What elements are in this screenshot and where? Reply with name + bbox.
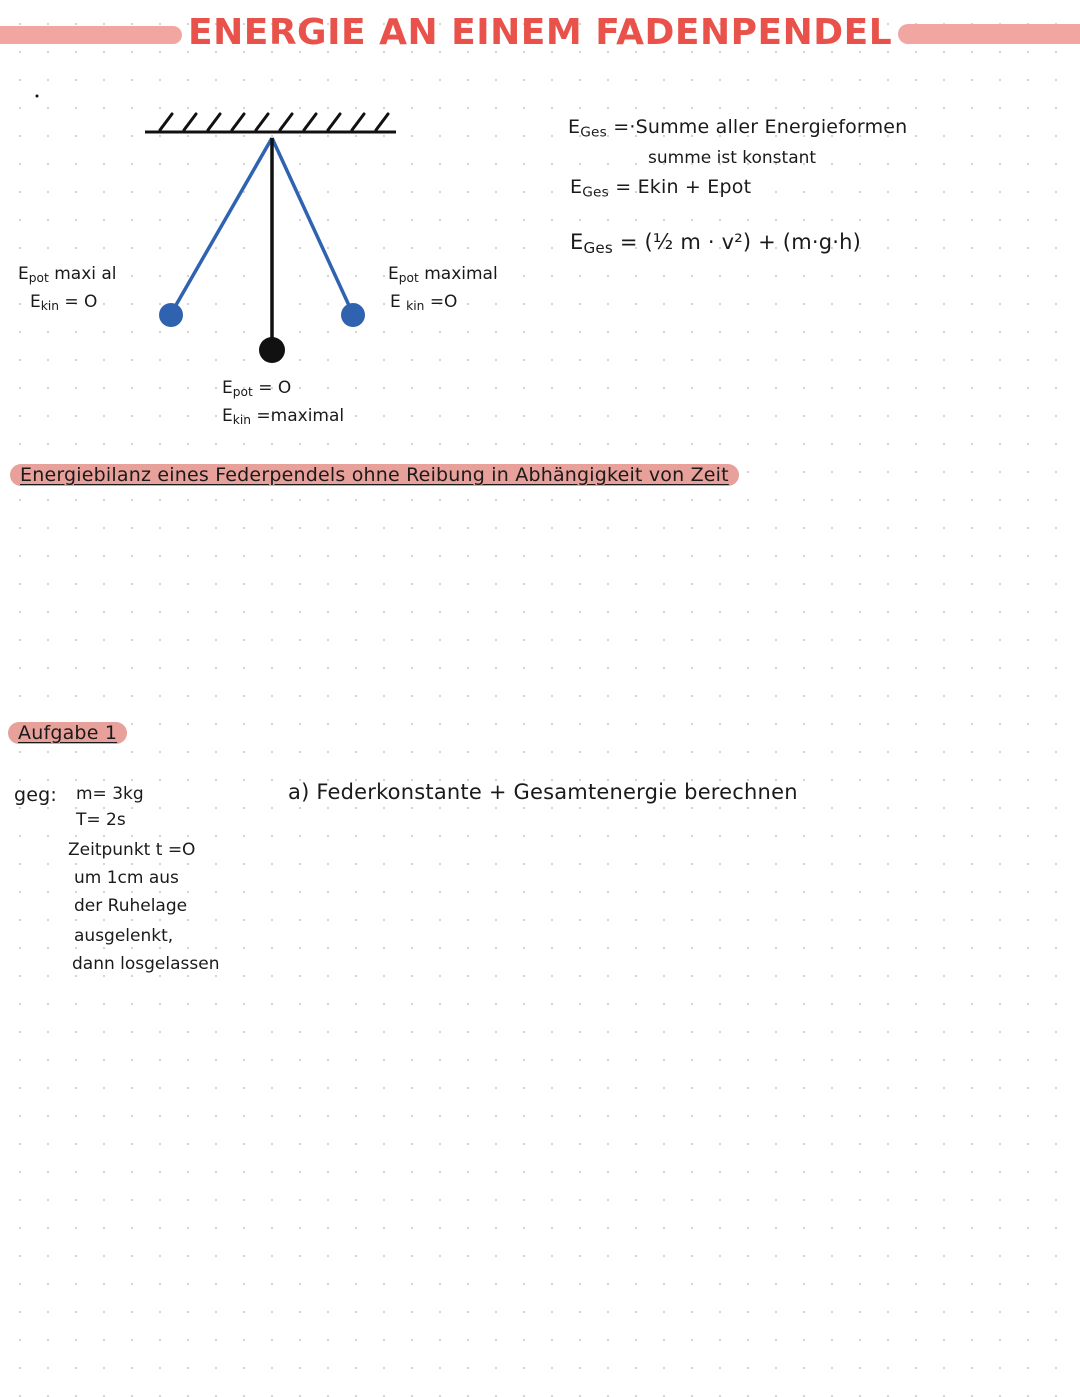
given-line-7: dann losgelassen (72, 954, 220, 974)
string-right (272, 138, 352, 312)
string-left (172, 138, 272, 312)
bottom-ekin-label: $E_{kin}$ =maximal (222, 406, 345, 428)
given-period: T= 2s (76, 810, 126, 830)
formula-line-4: $E_{Ges}$ = (½ m · v²) + (m·g·h) (570, 230, 862, 257)
ceiling-hatching (160, 114, 388, 130)
left-ekin-label: $E_{kin} = O$ (30, 292, 98, 314)
given-line-6: ausgelenkt, (74, 926, 174, 946)
formula-line-3: $E_{Ges}$ = Ekin + Epot (570, 176, 752, 201)
section-heading: Energiebilanz eines Federpendels ohne Reibung in Abhängigkeit von Zeit (10, 464, 739, 486)
formula-line-1: $E_{Ges}$ =·Summe aller Energieformen (568, 116, 908, 141)
task-heading: Aufgabe 1 (8, 722, 127, 744)
page-title: ENERGIE AN EINEM FADENPENDEL (188, 12, 893, 53)
bob-center (259, 337, 285, 363)
given-line-5: der Ruhelage (74, 896, 188, 916)
formula-line-2: summe ist konstant (648, 148, 817, 168)
right-epot-label: $E_{pot}$ maximal (388, 264, 498, 286)
given-line-4: um 1cm aus (74, 868, 179, 888)
bob-left (159, 303, 183, 327)
bottom-epot-label: $E_{pot} = O$ (222, 378, 292, 400)
right-ekin-label: E $_{kin}$ =O (390, 292, 458, 314)
given-time: Zeitpunkt t =O (68, 840, 196, 860)
bob-right (341, 303, 365, 327)
given-mass: m= 3kg (76, 784, 144, 804)
task-part-a: a) Federkonstante + Gesamtenergie berechnen (288, 780, 798, 804)
stray-dot (36, 95, 39, 98)
given-label: geg: (14, 784, 58, 806)
left-epot-label: $E_{pot}$ maxi al (18, 264, 117, 286)
